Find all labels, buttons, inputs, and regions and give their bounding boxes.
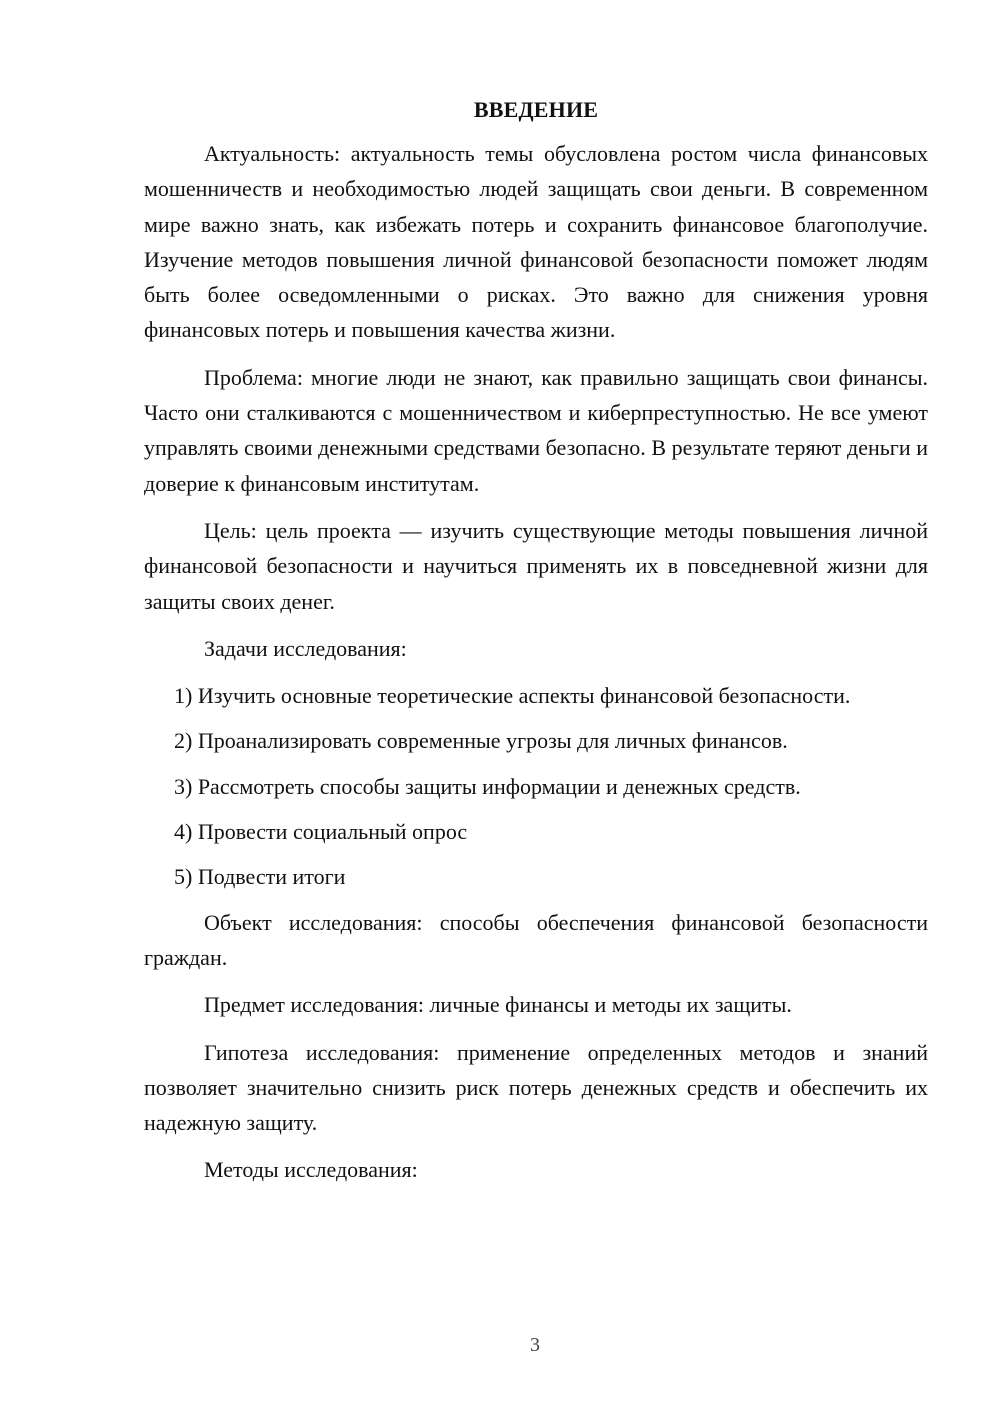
list-item: 5) Подвести итоги (174, 864, 346, 890)
list-item: 2) Проанализировать современные угрозы для личных финансов. (174, 728, 788, 754)
paragraph-relevance: Актуальность: актуальность темы обусловлена ростом числа финансовых мошенничеств и необходимостью людей защищать свои деньги. В современном мире важно знать, как избежать потерь и сохранить финансовое благополучие. Изучение методов повышения личной финансовой безопасности поможет людям быть более осведомленными о рисках. Это важно для снижения уровня финансовых потерь и повышения качества жизни. (144, 141, 928, 343)
tasks-list (144, 678, 928, 894)
paragraph-object: Объект исследования: способы обеспечения финансовой безопасности граждан. (144, 909, 928, 970)
section-title: ВВЕДЕНИЕ (473, 97, 599, 122)
list-item: 1) Изучить основные теоретические аспекты финансовой безопасности. (174, 683, 851, 709)
paragraph-problem: Проблема: многие люди не знают, как правильно защищать свои финансы. Часто они сталкиваются с мошенничеством и киберпреступностью. Не все умеют управлять своими денежными средствами безопасно. В результате теряют деньги и доверие к финансовым институтам. (144, 364, 928, 496)
paragraph-tasks-heading: Задачи исследования: (204, 635, 407, 661)
paragraph-subject: Предмет исследования: личные финансы и методы их защиты. (204, 992, 792, 1018)
page-number: 3 (530, 1334, 540, 1356)
list-item: 3) Рассмотреть способы защиты информации и денежных средств. (174, 773, 801, 799)
document-body (144, 94, 928, 1188)
paragraph-hypothesis: Гипотеза исследования: применение определенных методов и знаний позволяет значительно снизить риск потерь денежных средств и обеспечить их надежную защиту. (144, 1039, 928, 1136)
paragraph-methods-heading: Методы исследования: (204, 1157, 418, 1183)
list-item: 4) Провести социальный опрос (174, 819, 468, 845)
paragraph-goal: Цель: цель проекта — изучить существующие методы повышения личной финансовой безопасности и научиться применять их в повседневной жизни для защиты своих денег. (144, 517, 928, 614)
